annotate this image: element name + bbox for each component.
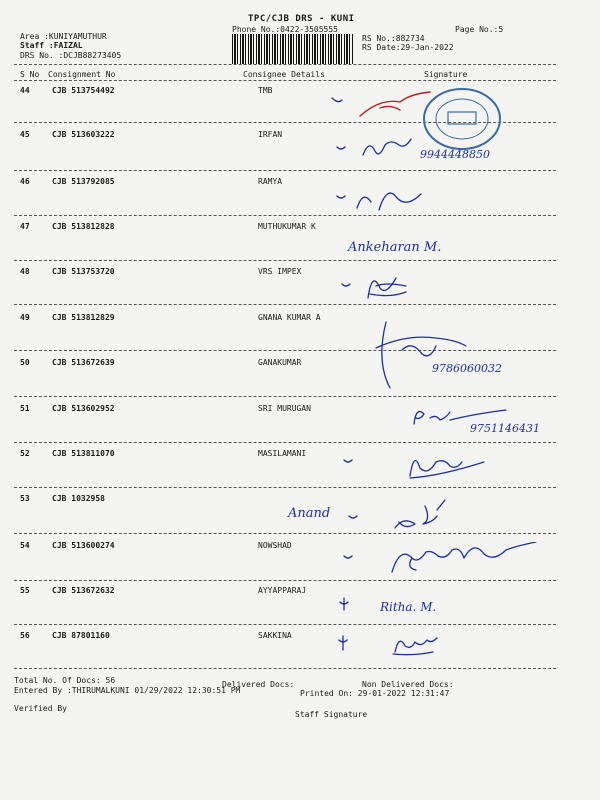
row-consignee: AYYAPPARAJ — [258, 586, 307, 595]
row-consignee: MASILAMANI — [258, 449, 307, 458]
row-divider — [14, 668, 556, 669]
row-sno: 49 — [20, 313, 30, 322]
printed-on: Printed On: 29-01-2022 12:31:47 — [300, 689, 450, 698]
row-sno: 53 — [20, 494, 30, 503]
row-divider — [14, 396, 556, 397]
col-consignment: Consignment No — [48, 70, 116, 79]
row-consignee: GNANA KUMAR A — [258, 313, 321, 322]
row-sno: 52 — [20, 449, 30, 458]
row-consignment: CJB 513812828 — [52, 222, 115, 231]
row-consignment: CJB 513672632 — [52, 586, 115, 595]
doc-title: TPC/CJB DRS - KUNI — [248, 14, 355, 24]
drs-number: DRS No. :DCJB88273405 — [20, 51, 122, 60]
row-consignee: TMB — [258, 86, 273, 95]
row-consignee: GANAKUMAR — [258, 358, 302, 367]
row-sno: 50 — [20, 358, 30, 367]
row-consignment: CJB 513603222 — [52, 130, 115, 139]
handwritten-name-53: Anand — [288, 506, 331, 521]
total-docs: Total No. Of Docs: 56 — [14, 676, 116, 685]
row-consignment: CJB 513753720 — [52, 267, 115, 276]
row-consignee: VRS IMPEX — [258, 267, 302, 276]
non-delivered-docs: Non Delivered Docs: — [362, 680, 454, 689]
entered-by: Entered By :THIRUMALKUNI 01/29/2022 12:30:51 PM — [14, 686, 241, 695]
row-sno: 51 — [20, 404, 30, 413]
row-consignment: CJB 513811070 — [52, 449, 115, 458]
signature-row-52 — [340, 448, 490, 482]
row-sno: 46 — [20, 177, 30, 186]
row-consignee: SAKKINA — [258, 631, 292, 640]
signature-row-56 — [335, 632, 445, 656]
row-consignment: CJB 513602952 — [52, 404, 115, 413]
row-consignee: IRFAN — [258, 130, 283, 139]
row-consignment: CJB 513600274 — [52, 541, 115, 550]
row-divider — [14, 304, 556, 305]
rs-number: RS No.:882734 — [362, 34, 425, 43]
staff-signature-label: Staff Signature — [295, 710, 368, 719]
row-consignment: CJB 513754492 — [52, 86, 115, 95]
col-consignee: Consignee Details — [243, 70, 325, 79]
signature-row-48 — [340, 270, 420, 304]
signature-row-49 — [372, 318, 472, 390]
row-consignment: CJB 513792085 — [52, 177, 115, 186]
row-divider — [14, 215, 556, 216]
row-sno: 55 — [20, 586, 30, 595]
page-number: Page No.:5 — [455, 25, 504, 34]
signature-row-55 — [338, 596, 358, 612]
row-divider — [14, 580, 556, 581]
row-consignment: CJB 513812829 — [52, 313, 115, 322]
row-sno: 44 — [20, 86, 30, 95]
row-sno: 56 — [20, 631, 30, 640]
signature-row-46 — [335, 184, 435, 218]
col-signature: Signature — [424, 70, 468, 79]
col-sno: S No — [20, 70, 40, 79]
row-consignee: RAMYA — [258, 177, 283, 186]
row-consignee: NOWSHAD — [258, 541, 292, 550]
handwritten-name-47: Ankeharan M. — [348, 240, 442, 255]
row-consignee: MUTHUKUMAR K — [258, 222, 316, 231]
signature-row-45 — [335, 135, 425, 165]
phone-number: Phone No.:0422-3505555 — [232, 25, 338, 34]
row-consignment: CJB 1032958 — [52, 494, 105, 503]
barcode — [232, 34, 354, 64]
handwritten-phone-50: 9786060032 — [432, 362, 502, 375]
staff-label: Staff :FAIZAL — [20, 41, 83, 50]
row-divider — [14, 442, 556, 443]
divider — [14, 80, 556, 81]
row-consignment: CJB 513672639 — [52, 358, 115, 367]
divider — [14, 64, 556, 65]
row-consignment: CJB 87801160 — [52, 631, 110, 640]
row-divider — [14, 533, 556, 534]
row-divider — [14, 350, 556, 351]
handwritten-name-55: Ritha. M. — [380, 600, 437, 614]
verified-by: Verified By — [14, 704, 67, 713]
row-divider — [14, 624, 556, 625]
row-sno: 45 — [20, 130, 30, 139]
handwritten-phone-51: 9751146431 — [470, 422, 540, 435]
signature-row-53 — [345, 498, 465, 532]
rs-date: RS Date:29-Jan-2022 — [362, 43, 454, 52]
row-divider — [14, 260, 556, 261]
row-sno: 47 — [20, 222, 30, 231]
delivered-docs: Delivered Docs: — [222, 680, 295, 689]
signature-row-54 — [340, 542, 550, 580]
row-consignee: SRI MURUGAN — [258, 404, 311, 413]
row-divider — [14, 170, 556, 171]
signature-row-44 — [330, 90, 440, 120]
row-sno: 48 — [20, 267, 30, 276]
area-label: Area :KUNIYAMUTHUR — [20, 32, 107, 41]
handwritten-phone-45: 9944448850 — [420, 148, 490, 161]
row-sno: 54 — [20, 541, 30, 550]
row-divider — [14, 487, 556, 488]
